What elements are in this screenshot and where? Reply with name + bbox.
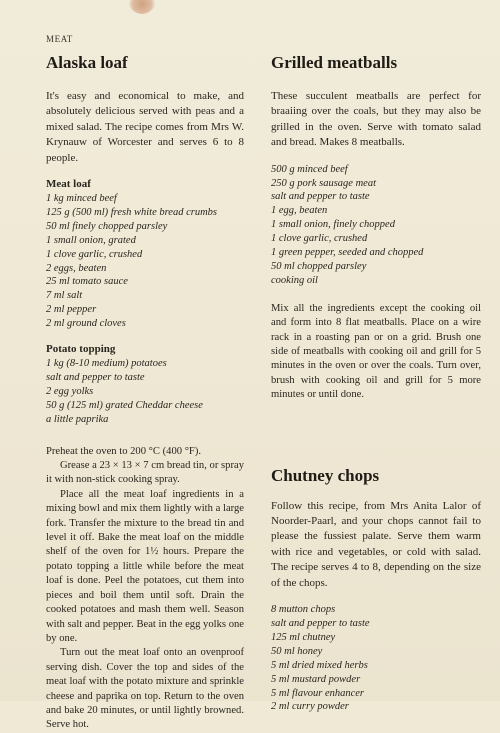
recipe-intro-chutney-chops: Follow this recipe, from Mrs Anita Lalor of Noorder-Paarl, and your chops cannot fail to please the fussiest palate. Serve them warm with rice and vegetables, or cold with salad. The recipe serves 4 to 8, depending on the size of the chops. — [271, 499, 481, 589]
ingredient: 5 ml mustard powder — [271, 673, 361, 685]
recipe-title-grilled-meatballs: Grilled meatballs — [271, 53, 398, 72]
section-label: MEAT — [46, 34, 73, 44]
ingredient: 50 g (125 ml) grated Cheddar cheese — [46, 399, 203, 411]
ingredient: 2 egg yolks — [46, 385, 94, 397]
left-column — [46, 52, 244, 733]
meatballs-method — [271, 302, 481, 403]
ingredient: 1 clove garlic, crushed — [271, 233, 368, 245]
method-paragraph: Mix all the ingredients except the cooking oil and form into 8 flat meatballs. Place on a wire rack in a roasting pan or on a grid. Brush one side of meatballs with cooking oil and grill for 5 minutes in the oven or over the coals. Turn over, brush with cooking oil and grill for 5 more minutes or until done. — [271, 302, 481, 401]
ingredient: 50 ml chopped parsley — [271, 260, 367, 272]
ingredient: salt and pepper to taste — [271, 191, 370, 203]
ingredient: 250 g pork sausage meat — [271, 177, 376, 189]
ingredient: salt and pepper to taste — [46, 372, 145, 383]
meat-loaf-heading: Meat loaf — [46, 178, 91, 191]
ingredient: salt and pepper to taste — [271, 617, 370, 629]
method-paragraph: Preheat the oven to 200 °C (400 °F). — [46, 445, 201, 457]
ingredient: 1 green pepper, seeded and chopped — [271, 247, 424, 259]
page-stain — [128, 0, 156, 14]
ingredient: 2 ml curry powder — [271, 701, 349, 713]
recipe-title-alaska-loaf: Alaska loaf — [46, 53, 128, 72]
ingredient: 1 egg, beaten — [271, 205, 328, 217]
recipe-intro-alaska-loaf: It's easy and economical to make, and absolutely delicious served with peas and a mixed salad. The recipe comes from Mrs W. Krynauw of Worcester and serves 6 to 8 people. — [46, 90, 244, 164]
meatballs-ingredients — [271, 163, 481, 288]
recipe-intro-grilled-meatballs: These succulent meatballs are perfect for braaiing over the coals, but they may also be grilled in the oven. Serve with tomato salad and bread. Makes 8 meatballs. — [271, 90, 481, 149]
meat-loaf-ingredients — [46, 192, 244, 331]
ingredient: 5 ml dried mixed herbs — [271, 659, 368, 671]
chutney-chops-ingredients — [271, 603, 481, 714]
ingredient: 5 ml flavour enhancer — [271, 687, 365, 699]
ingredient: 7 ml salt — [46, 290, 83, 302]
recipe-title-chutney-chops: Chutney chops — [271, 465, 380, 485]
method-paragraph: Place all the meat loaf ingredients in a mixing bowl and mix them lightly with a large fork. Transfer the mixture to the bread tin and level it off. Bake the meat loaf on the middle shelf of the oven for 1½ hours. Prepare the potato topping a little while before the meat loaf is done. Peel the potatoes, cut them into pieces and boil them until soft. Drain the cooked potatoes and mash them well. Season with salt and pepper. Beat in the egg yolks one by one. — [46, 488, 244, 644]
ingredient: 1 clove garlic, crushed — [46, 248, 143, 260]
method-paragraph: Grease a 23 × 13 × 7 cm bread tin, or spray it with non-stick cooking spray. — [46, 460, 244, 486]
alaska-loaf-method — [46, 445, 244, 733]
ingredient: 125 g (500 ml) fresh white bread crumbs — [46, 206, 217, 218]
ingredient: 1 kg minced beef — [46, 193, 117, 205]
ingredient: 125 ml chutney — [271, 631, 336, 643]
method-paragraph: Turn out the meat loaf onto an ovenproof serving dish. Cover the top and sides of the meat loaf with the potato mixture and sprinkle cheese and paprika on top. Return to the oven and bake 20 minutes, or until lightly browned. Serve hot. — [46, 647, 244, 731]
ingredient: 50 ml honey — [271, 645, 323, 657]
ingredient: 8 mutton chops — [271, 604, 336, 616]
potato-topping-heading: Potato topping — [46, 343, 116, 356]
ingredient: 500 g minced beef — [271, 163, 348, 175]
right-column — [271, 52, 481, 714]
ingredient: a little paprika — [46, 413, 109, 425]
ingredient: 1 small onion, grated — [46, 234, 136, 246]
ingredient: 50 ml finely chopped parsley — [46, 220, 168, 232]
ingredient: 25 ml tomato sauce — [46, 276, 128, 288]
ingredient: cooking oil — [271, 274, 318, 286]
ingredient: 2 eggs, beaten — [46, 262, 107, 274]
ingredient: 1 small onion, finely chopped — [271, 219, 395, 231]
ingredient: 2 ml pepper — [46, 304, 97, 316]
potato-topping-ingredients — [46, 357, 244, 427]
ingredient: 1 kg (8-10 medium) potatoes — [46, 358, 167, 370]
ingredient: 2 ml ground cloves — [46, 318, 126, 330]
